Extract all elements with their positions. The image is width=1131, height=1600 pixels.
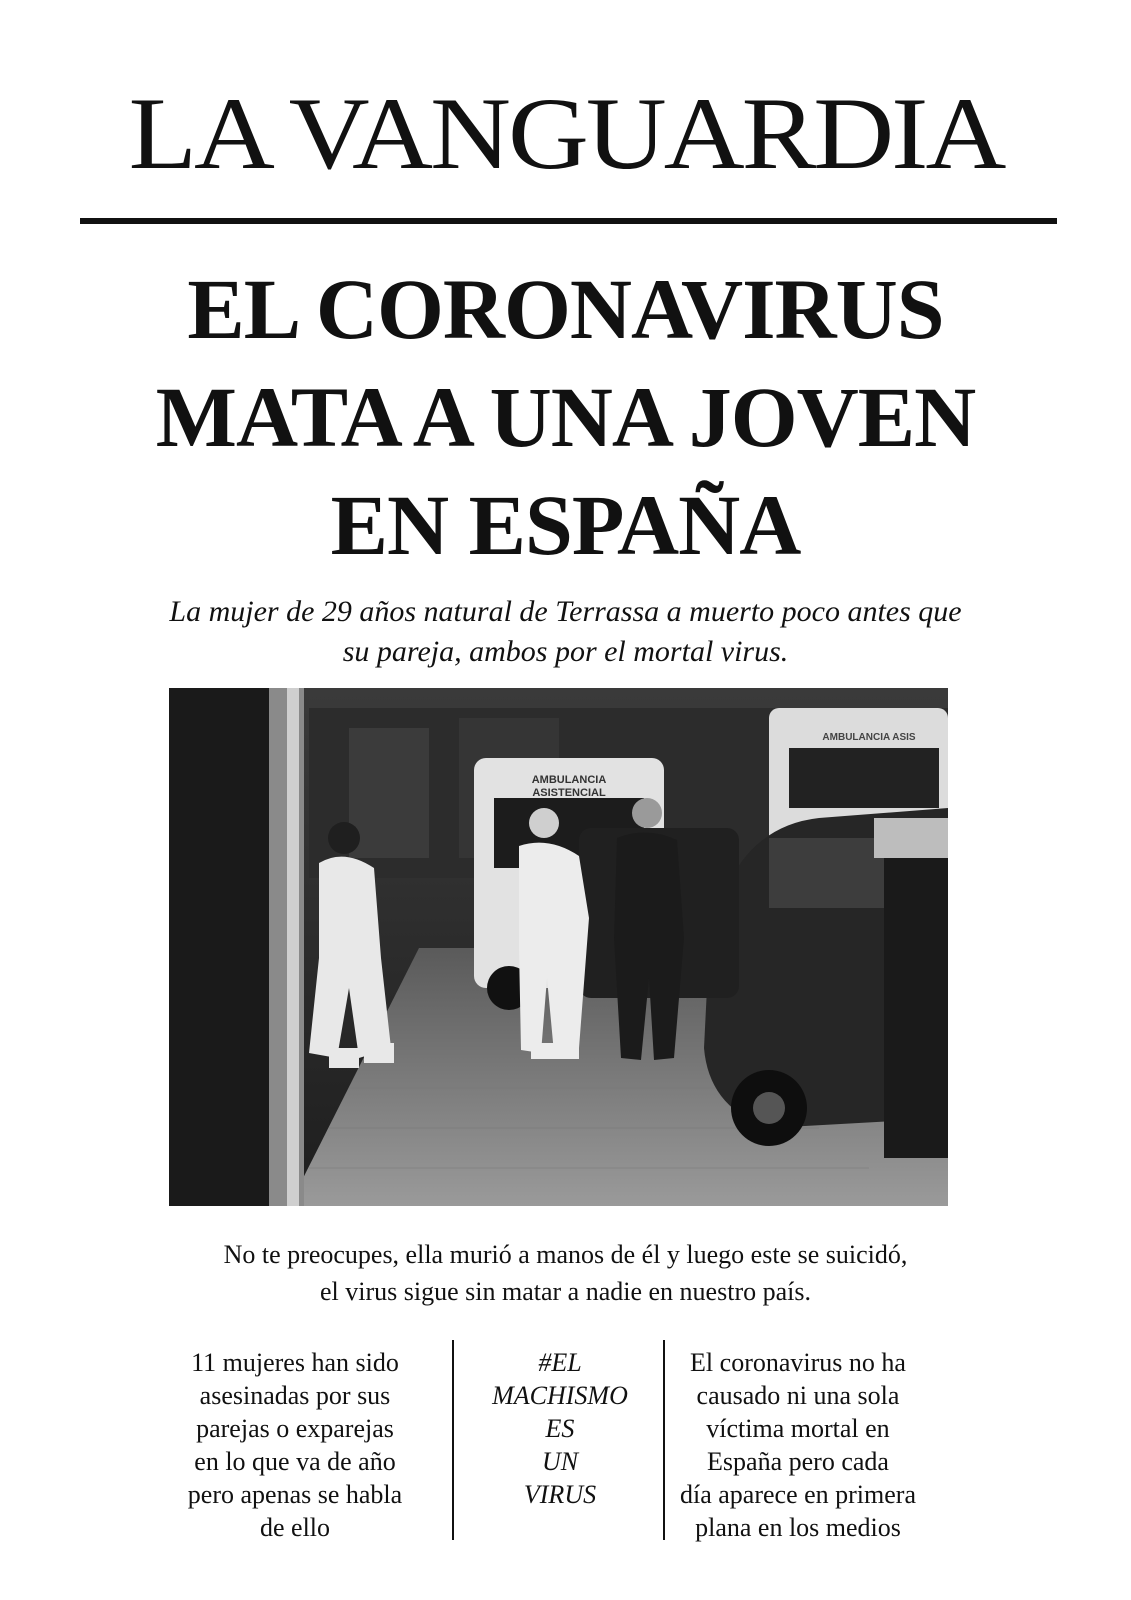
subheadline [120, 592, 1011, 672]
column-line: plana en los medios [695, 1513, 901, 1542]
column-line: VIRUS [523, 1480, 597, 1509]
right-column-text [668, 1346, 928, 1544]
column-line: 11 mujeres han sido [191, 1348, 399, 1377]
ambulance-label: AMBULANCIA [531, 774, 607, 786]
headline [100, 255, 1031, 579]
column-line: parejas o exparejas [196, 1414, 394, 1443]
column-line: El coronavirus no ha [690, 1348, 906, 1377]
column-divider [452, 1340, 454, 1540]
column-line: ES [545, 1414, 575, 1443]
column-line: en lo que va de año [194, 1447, 396, 1476]
column-line: MACHISMO [492, 1381, 628, 1410]
column-line: pero apenas se habla [187, 1480, 403, 1509]
street-scene-illustration [169, 688, 948, 1206]
headline-line: EN ESPAÑA [330, 477, 801, 573]
column-line: de ello [259, 1513, 331, 1542]
subheadline-line: La mujer de 29 años natural de Terrassa a muerto poco antes que [169, 595, 962, 628]
column-line: España pero cada [707, 1447, 889, 1476]
headline-line: MATA A UNA JOVEN [155, 369, 976, 465]
column-line: causado ni una sola [696, 1381, 900, 1410]
subheadline-line: su pareja, ambos por el mortal virus. [342, 635, 789, 668]
caption-line: No te preocupes, ella murió a manos de él y luego este se suicidó, [223, 1240, 908, 1269]
column-line: día aparece en primera [679, 1480, 916, 1509]
ambulance-label: AMBULANCIA ASIS [822, 732, 916, 743]
masthead-title: LA VANGUARDIA [128, 76, 1004, 192]
column-divider [663, 1340, 665, 1540]
ambulance-label: ASISTENCIAL [532, 787, 606, 799]
center-column-hashtag [465, 1346, 655, 1511]
headline-line: EL CORONAVIRUS [187, 261, 944, 357]
left-column-text [170, 1346, 420, 1544]
masthead-rule [80, 218, 1057, 224]
photo-caption [140, 1236, 991, 1310]
column-line: UN [541, 1447, 579, 1476]
caption-line: el virus sigue sin matar a nadie en nuestro país. [320, 1277, 811, 1306]
column-line: víctima mortal en [706, 1414, 890, 1443]
column-line: #EL [538, 1348, 582, 1377]
news-photo [169, 688, 948, 1206]
column-line: asesinadas por sus [199, 1381, 391, 1410]
